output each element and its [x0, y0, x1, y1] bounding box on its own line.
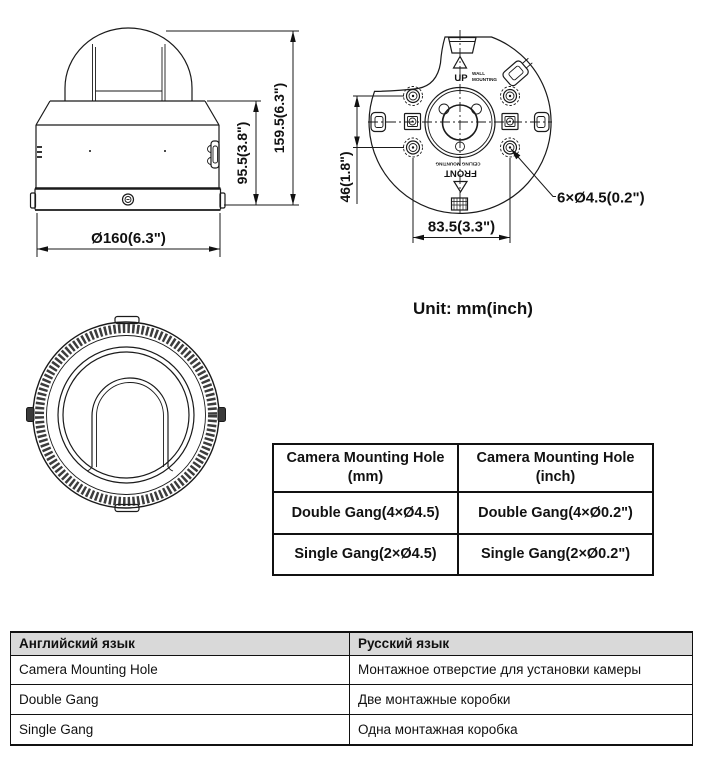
ceiling-mounting-label: CEILING MOUNTING	[435, 161, 481, 167]
dim-diameter-label: Ø160(6.3")	[91, 230, 166, 247]
mounting-table-header-mm: Camera Mounting Hole (mm)	[273, 444, 458, 492]
translation-header-ru: Русский язык	[350, 632, 693, 655]
unit-label: Unit: mm(inch)	[413, 299, 533, 318]
table-cell: Одна монтажная коробка	[350, 714, 693, 745]
table-cell: Double Gang(4×Ø0.2")	[458, 492, 653, 534]
dim-total-height-label: 159.5(6.3")	[271, 82, 287, 154]
wall-mounting-label-1: WALL	[472, 71, 486, 76]
mounting-table-header-inch: Camera Mounting Hole (inch)	[458, 444, 653, 492]
dim-hole-spacing-vertical	[337, 96, 404, 204]
up-label: UP	[454, 73, 468, 84]
table-cell: Single Gang(2×Ø4.5)	[273, 534, 458, 575]
dim-hole-spacing-horizontal	[413, 158, 510, 243]
translation-table	[10, 631, 693, 746]
table-cell: Монтажное отверстие для установки камеры	[350, 655, 693, 684]
dim-hole-spacing-vertical-label: 46(1.8")	[337, 151, 353, 203]
base-plate-drawing	[337, 30, 645, 243]
table-row	[11, 684, 693, 714]
dim-body-height	[207, 101, 299, 205]
top-view-drawing	[27, 317, 226, 512]
wall-mounting-label-2: MOUNTING	[472, 77, 498, 82]
table-row	[11, 714, 693, 745]
table-cell: Single Gang(2×Ø0.2")	[458, 534, 653, 575]
dim-screw-holes-label: 6×Ø4.5(0.2")	[557, 189, 645, 207]
dim-diameter	[37, 213, 220, 257]
table-cell: Double Gang(4×Ø4.5)	[273, 492, 458, 534]
dim-body-height-label: 95.5(3.8")	[234, 121, 250, 185]
mounting-hole-table	[272, 443, 654, 576]
translation-header-en: Английский язык	[11, 632, 350, 655]
square-holes	[405, 114, 519, 130]
table-cell: Две монтажные коробки	[350, 684, 693, 714]
table-cell: Double Gang	[11, 684, 350, 714]
table-row	[273, 534, 653, 575]
table-cell: Camera Mounting Hole	[11, 655, 350, 684]
dim-screw-holes	[511, 149, 645, 207]
screw-holes	[404, 87, 520, 158]
mounting-table-header-row	[273, 444, 653, 492]
table-cell: Single Gang	[11, 714, 350, 745]
dim-hole-spacing-horizontal-label: 83.5(3.3")	[427, 218, 496, 236]
front-view-drawing	[31, 28, 300, 257]
bottom-tab	[452, 198, 468, 210]
table-row	[273, 492, 653, 534]
dim-total-height	[166, 31, 299, 205]
table-row	[11, 655, 693, 684]
front-label: FRONT	[444, 167, 477, 179]
cable-clip	[501, 54, 536, 87]
translation-table-header-row	[11, 632, 693, 655]
